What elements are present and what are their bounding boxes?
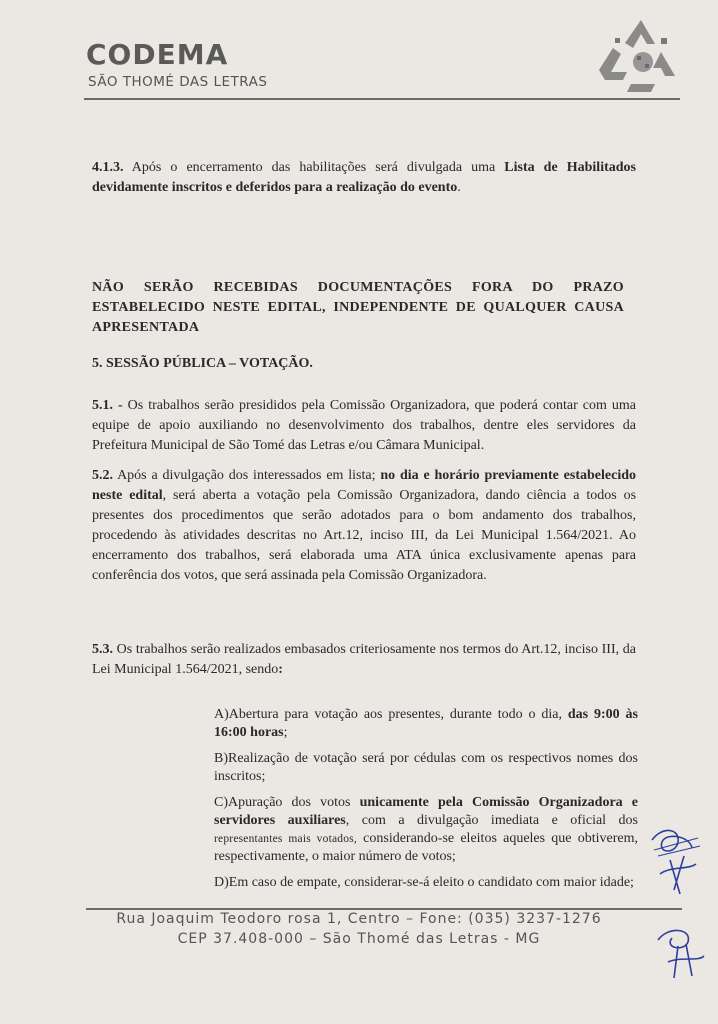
clause-number: 4.1.3. <box>92 160 124 175</box>
clause-bold-text: Lista de Habilitados devidamente inscritos e deferidos para a realização do evento <box>92 160 636 195</box>
item-text: Apuração dos votos <box>228 795 360 810</box>
clause-bold-text: no dia e horário previamente estabelecido neste edital <box>92 468 636 503</box>
paragraph-5-3 <box>92 640 636 680</box>
item-text-cont: , com a divulgação imediata e oficial dos <box>345 813 638 828</box>
clause-text: Os trabalhos serão presididos pela Comissão Organizadora, que poderá contar com uma equipe de apoio auxiliando no desenvolvimento dos trabalhos, dentre eles servidores da Prefeitura Municipal de São Tomé das Letras e/ou Câmara Municipal. <box>92 398 636 453</box>
item-small-text: representantes mais votados, <box>214 833 357 845</box>
clause-text-cont: , será aberta a votação pela Comissão Organizadora, dando ciência a todos os presentes dos procedimentos que serão adotados para o bom andamento dos trabalhos, procedendo às atividades descritas no Art.12, inciso III, da Lei Municipal 1.564/2021. Ao encerramento dos trabalhos, será elaborada uma ATA única exclusivamente apenas para conferência dos votos, que será assinada pela Comissão Organizadora. <box>92 488 637 583</box>
paragraph-5-2 <box>92 466 636 586</box>
item-text-end: considerando-se eleitos aqueles que obtiverem, respectivamente, o maior número de votos; <box>214 831 638 864</box>
item-bold-text: das 9:00 às 16:00 horas <box>214 707 638 740</box>
recycle-logo-icon <box>591 14 691 104</box>
item-label: D) <box>214 875 229 890</box>
item-text: Abertura para votação aos presentes, durante todo o dia, <box>228 707 568 722</box>
section-5-title: 5. SESSÃO PÚBLICA – VOTAÇÃO. <box>92 356 313 371</box>
clause-text: Após a divulgação dos interessados em lista; <box>113 468 381 483</box>
item-label: C) <box>214 795 228 810</box>
footer-cep: CEP 37.408-000 – São Thomé das Letras - MG <box>177 931 541 947</box>
voting-procedure-list <box>214 706 638 900</box>
clause-text: Após o encerramento das habilitações será divulgada uma <box>123 160 505 175</box>
footer-address: Rua Joaquim Teodoro rosa 1, Centro – Fone: (035) 3237-1276 <box>116 911 602 927</box>
brand-subtitle: SÃO THOMÉ DAS LETRAS <box>88 74 268 90</box>
list-item-a <box>214 706 638 742</box>
footer-rule <box>86 908 682 910</box>
header-rule <box>84 98 680 100</box>
list-item-c <box>214 794 638 866</box>
item-end: ; <box>283 725 288 740</box>
clause-text: Os trabalhos serão realizados embasados criteriosamente nos termos do Art.12, inciso III, da Lei Municipal 1.564/2021, sendo <box>92 642 636 677</box>
clause-number: 5.1. - <box>92 398 123 413</box>
notice-heading: NÃO SERÃO RECEBIDAS DOCUMENTAÇÕES FORA DO PRAZO ESTABELECIDO NESTE EDITAL, INDEPENDENTE DE QUALQUER CAUSA APRESENTADA <box>92 280 624 335</box>
item-text: Em caso de empate, considerar-se-á eleito o candidato com maior idade; <box>228 875 634 890</box>
clause-colon: : <box>278 662 283 677</box>
letterhead <box>86 32 646 112</box>
clause-number: 5.3. <box>92 642 113 657</box>
item-label: B) <box>214 751 228 766</box>
clause-end: . <box>457 180 461 195</box>
item-text: Realização de votação será por cédulas com os respectivos nomes dos inscritos; <box>214 751 638 784</box>
signature-initials-icon <box>640 820 710 900</box>
signature-rubric-icon <box>648 922 712 984</box>
paragraph-4-1-3 <box>92 158 636 198</box>
brand-name: CODEMA <box>86 38 229 71</box>
clause-number: 5.2. <box>92 468 113 483</box>
paragraph-5-1 <box>92 396 636 456</box>
list-item-b <box>214 750 638 786</box>
item-label: A) <box>214 707 229 722</box>
list-item-d <box>214 874 638 892</box>
item-bold-text: unicamente pela Comissão Organizadora e servidores auxiliares <box>214 795 639 828</box>
